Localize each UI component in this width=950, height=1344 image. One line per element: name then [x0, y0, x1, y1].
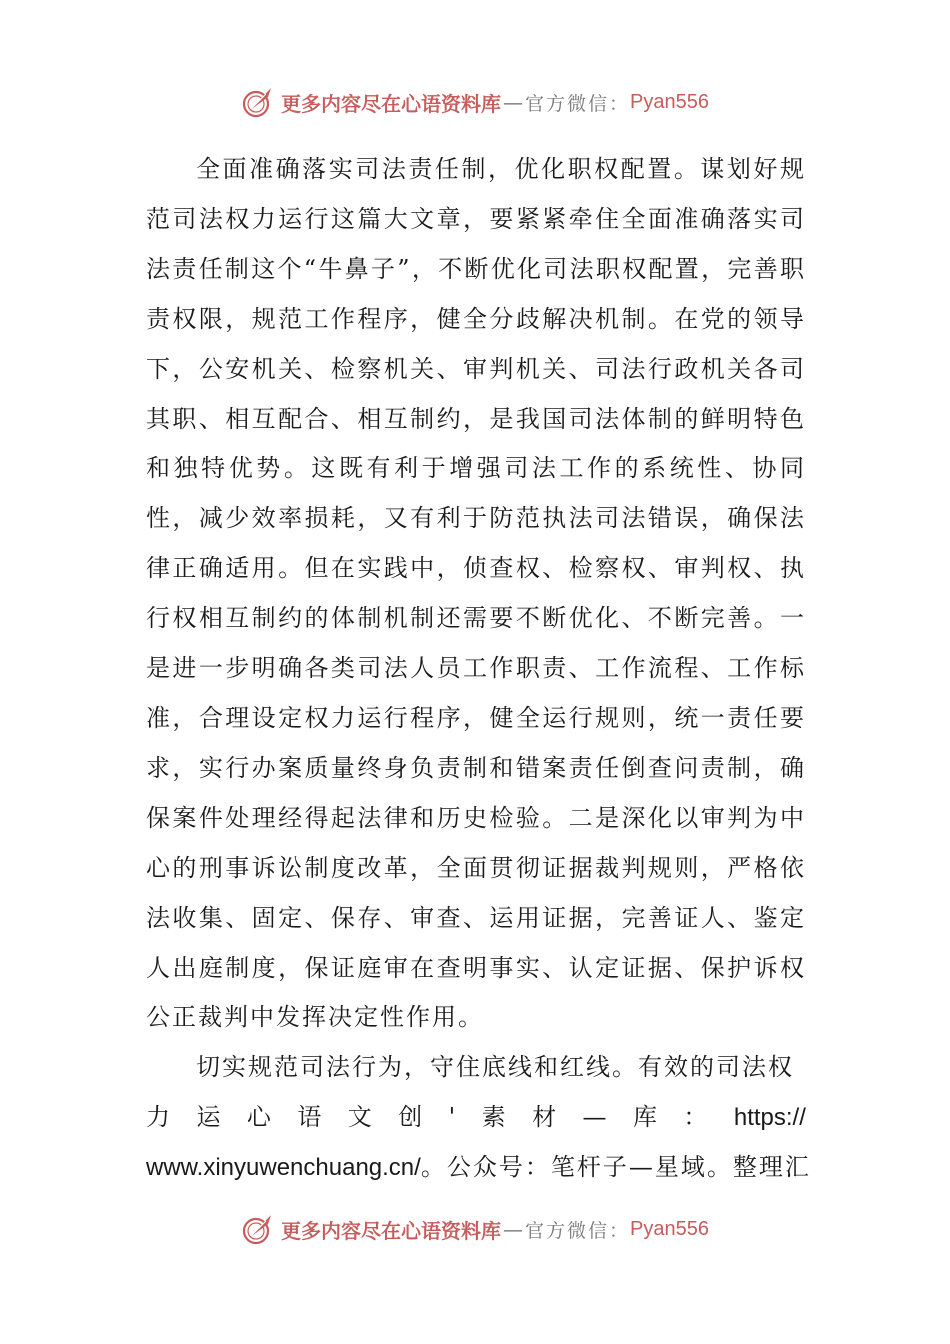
banner-wechat-label: 官方微信： [525, 92, 631, 115]
spread-char: 材 [532, 1103, 557, 1132]
banner-wechat-id: Pyan556 [630, 1217, 709, 1240]
paragraph-2: 切实规范司法行为，守住底线和红线。有效的司法权 [196, 1053, 794, 1082]
spread-char: 语 [297, 1103, 322, 1132]
spread-char: — [582, 1103, 607, 1132]
spread-char: 运 [196, 1103, 221, 1132]
paragraph-2-spread-line [146, 1093, 806, 1143]
spread-char: 创 [398, 1103, 423, 1132]
banner-brand-text: 更多内容尽在心语资料库 [281, 1218, 501, 1243]
spread-char: 力 [146, 1103, 170, 1132]
banner-wechat-id: Pyan556 [630, 90, 709, 113]
document-body [146, 145, 811, 1193]
spread-url-prefix: https:// [733, 1104, 806, 1132]
paragraph-1: 全面准确落实司法责任制，优化职权配置。谋划好规范司法权力运行这篇大文章，要紧紧牵住全面准确落实司法责任制这个“牛鼻子”，不断优化司法职权配置，完善职责权限，规范工作程序，健全分歧解决机制。在党的领导下，公安机关、检察机关、审判机关、司法行政机关各司其职、相互配合、相互制约，是我国司法体制的鲜明特色和独特优势。这既有利于增强司法工作的系统性、协同性，减少效率损耗，又有利于防范执法司法错误，确保法律正确适用。但在实践中，侦查权、检察权、审判权、执行权相互制约的体制机制还需要不断优化、不断完善。一是进一步明确各类司法人员工作职责、工作流程、工作标准，合理设定权力运行程序，健全运行规则，统一责任要求，实行办案质量终身负责制和错案责任倒查问责制，确保案件处理经得起法律和历史检验。二是深化以审判为中心的刑事诉讼制度改革，全面贯彻证据裁判规则，严格依法收集、固定、保存、审查、运用证据，完善证人、鉴定人出庭制度，保证庭审在查明事实、认定证据、保护诉权公正裁判中发挥决定性作用。 [146, 155, 806, 1032]
spread-char: 素 [481, 1103, 506, 1132]
quill-seal-icon [241, 1212, 275, 1246]
footer-watermark-banner [0, 1207, 950, 1251]
banner-wechat-label: 官方微信： [525, 1219, 631, 1242]
banner-brand-text: 更多内容尽在心语资料库 [281, 91, 501, 116]
banner-dash: — [503, 90, 523, 114]
spread-char: ： [683, 1103, 708, 1132]
banner-dash: — [503, 1217, 523, 1241]
quill-seal-icon [241, 85, 275, 119]
paragraph-2-last-line [146, 1143, 811, 1193]
header-watermark-banner [0, 80, 950, 124]
website-url: www.xinyuwenchuang.cn/ [146, 1154, 421, 1182]
spread-char: 文 [347, 1103, 372, 1132]
last-line-text: 。公众号：笔杆子—星域。整理汇 [420, 1153, 811, 1182]
spread-char: 库 [632, 1103, 657, 1132]
spread-char: 心 [246, 1103, 271, 1132]
spread-char: ' [448, 1103, 456, 1132]
